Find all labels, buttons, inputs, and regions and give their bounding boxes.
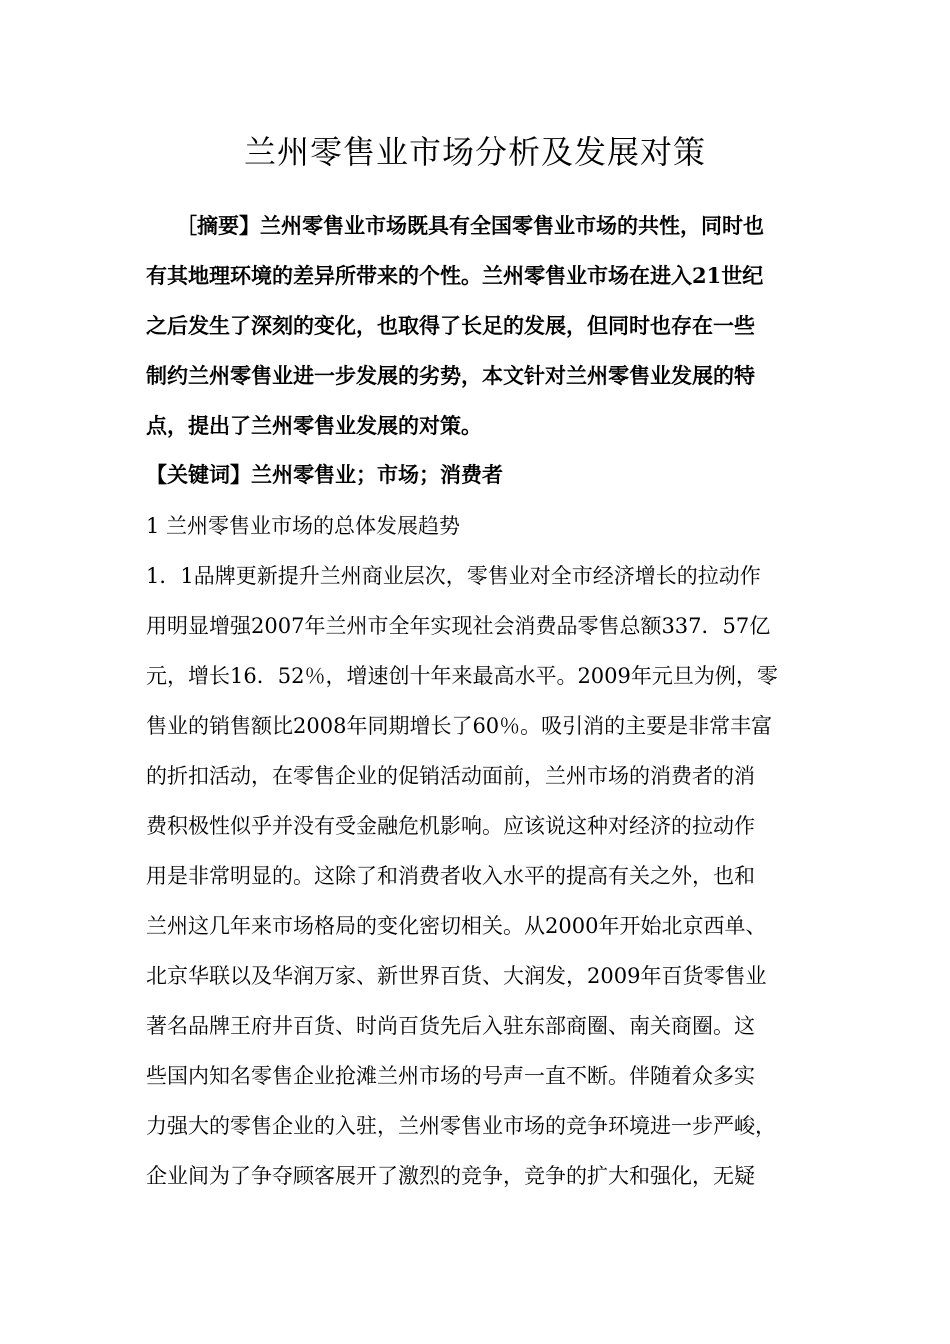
keywords-line: 【关键词】兰州零售业；市场；消费者 [146, 462, 503, 487]
body-line: 些国内知名零售企业抢滩兰州市场的号声一直不断。伴随着众多实 [146, 1064, 755, 1088]
abstract-line: 有其地理环境的差异所带来的个性。兰州零售业市场在进入21世纪 [146, 263, 764, 288]
body-line: 1．1品牌更新提升兰州商业层次，零售业对全市经济增长的拉动作 [146, 564, 761, 588]
body-line: 售业的销售额比2008年同期增长了60％。吸引消的主要是非常丰富 [146, 714, 773, 738]
body-line: 兰州这几年来市场格局的变化密切相关。从2000年开始北京西单、 [146, 914, 767, 938]
body-line: 用是非常明显的。这除了和消费者收入水平的提高有关之外，也和 [146, 864, 755, 888]
body-line: 元，增长16．52％，增速创十年来最高水平。2009年元旦为例，零 [146, 664, 778, 688]
section-heading: 1 兰州零售业市场的总体发展趋势 [146, 514, 461, 538]
body-line: 北京华联以及华润万家、新世界百货、大润发，2009年百货零售业 [146, 964, 767, 988]
body-line: 企业间为了争夺顾客展开了激烈的竞争，竞争的扩大和强化，无疑 [146, 1164, 755, 1188]
body-line: 著名品牌王府井百货、时尚百货先后入驻东部商圈、南关商圈。这 [146, 1014, 755, 1038]
body-line: 的折扣活动，在零售企业的促销活动面前，兰州市场的消费者的消 [146, 764, 755, 788]
abstract-line: ［摘要】兰州零售业市场既具有全国零售业市场的共性，同时也 [176, 213, 764, 238]
body-line: 力强大的零售企业的入驻，兰州零售业市场的竞争环境进一步严峻， [146, 1114, 776, 1138]
abstract-line: 制约兰州零售业进一步发展的劣势，本文针对兰州零售业发展的特 [146, 363, 755, 388]
document-title: 兰州零售业市场分析及发展对策 [243, 133, 706, 171]
body-line: 费积极性似乎并没有受金融危机影响。应该说这种对经济的拉动作 [146, 814, 755, 838]
abstract-line: 点，提出了兰州零售业发展的对策。 [146, 413, 482, 438]
body-line: 用明显增强2007年兰州市全年实现社会消费品零售总额337．57亿 [146, 614, 771, 638]
abstract-line: 之后发生了深刻的变化，也取得了长足的发展，但同时也存在一些 [146, 313, 755, 338]
